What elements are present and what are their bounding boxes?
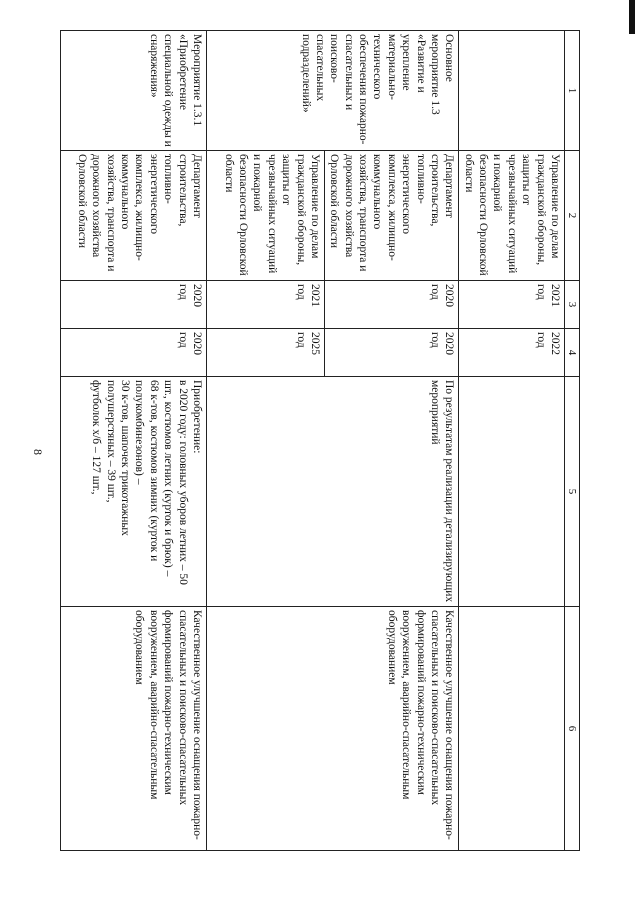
header-cell: 2 [565, 151, 580, 281]
cell-measure: Основное мероприятие 1.3 «Развитие и укрепление материально-технического обеспечения пожарно-спасательных и поисково-спасательных подразделений» [207, 31, 459, 151]
cell-executor: Управление по делам гражданской обороны, защиты от чрезвычайных ситуаций и пожарной безопасности Орловской области [207, 151, 325, 281]
header-cell: 4 [565, 329, 580, 377]
rotated-table-wrapper [76, 30, 580, 850]
cell-effect: Качественное улучшение оснащения пожарно-спасательных и поисково-спасательных формирований пожарно-техническим вооружением, аварийно-спасательным оборудованием [61, 607, 207, 851]
cell-executor: Департамент строительства, топливно-энергетического комплекса, жилищно-коммунального хозяйства, транспорта и дорожного хозяйства Орловской области [325, 151, 459, 281]
header-row [565, 31, 580, 851]
result-line: 30 к-тов, шапочек трикотажных полушерстяных – 39 шт., [104, 380, 132, 536]
result-line: футболок х/б – 127 шт., [90, 380, 103, 495]
cell-executor: Управление по делам гражданской обороны, защиты от чрезвычайных ситуаций и пожарной безопасности Орловской области [459, 151, 565, 281]
cell-start-year: 2021 год [459, 281, 565, 329]
cell-effect [459, 607, 565, 851]
corner-mark [629, 0, 635, 34]
table-row [459, 31, 565, 851]
cell-measure: Мероприятие 1.3.1 «Приобретение специальной одежды и снаряжения» [61, 31, 207, 151]
cell-effect: Качественное улучшение оснащения пожарно-спасательных и поисково-спасательных формирований пожарно-техническим вооружением, аварийно-спасательным оборудованием [207, 607, 459, 851]
cell-result [61, 377, 207, 607]
table-row [325, 31, 459, 851]
result-line: в 2020 году: головных уборов летних – 50 шт., костюмов летних (курток и брюк) – [162, 380, 189, 585]
cell-start-year: 2020 год [61, 281, 207, 329]
cell-executor: Департамент строительства, топливно-энергетического комплекса, жилищно-коммунального хозяйства, транспорта и дорожного хозяйства Орловской области [61, 151, 207, 281]
cell-result [459, 377, 565, 607]
cell-end-year: 2022 год [459, 329, 565, 377]
cell-result: По результатам реализации детализирующих мероприятий [207, 377, 459, 607]
cell-measure [459, 31, 565, 151]
result-line: 68 к-тов, костюмов зимних (курток и полукомбинезонов) – [133, 380, 160, 562]
cell-start-year: 2021 год [207, 281, 325, 329]
header-cell: 1 [565, 31, 580, 151]
program-table [60, 30, 580, 851]
page-number: 8 [31, 449, 45, 455]
result-line: Приобретение: [191, 380, 203, 454]
header-cell: 5 [565, 377, 580, 607]
cell-end-year: 2025 год [207, 329, 325, 377]
cell-end-year: 2020 год [61, 329, 207, 377]
table-row [61, 31, 207, 851]
header-cell: 6 [565, 607, 580, 851]
cell-start-year: 2020 год [325, 281, 459, 329]
header-cell: 3 [565, 281, 580, 329]
cell-end-year: 2020 год [325, 329, 459, 377]
